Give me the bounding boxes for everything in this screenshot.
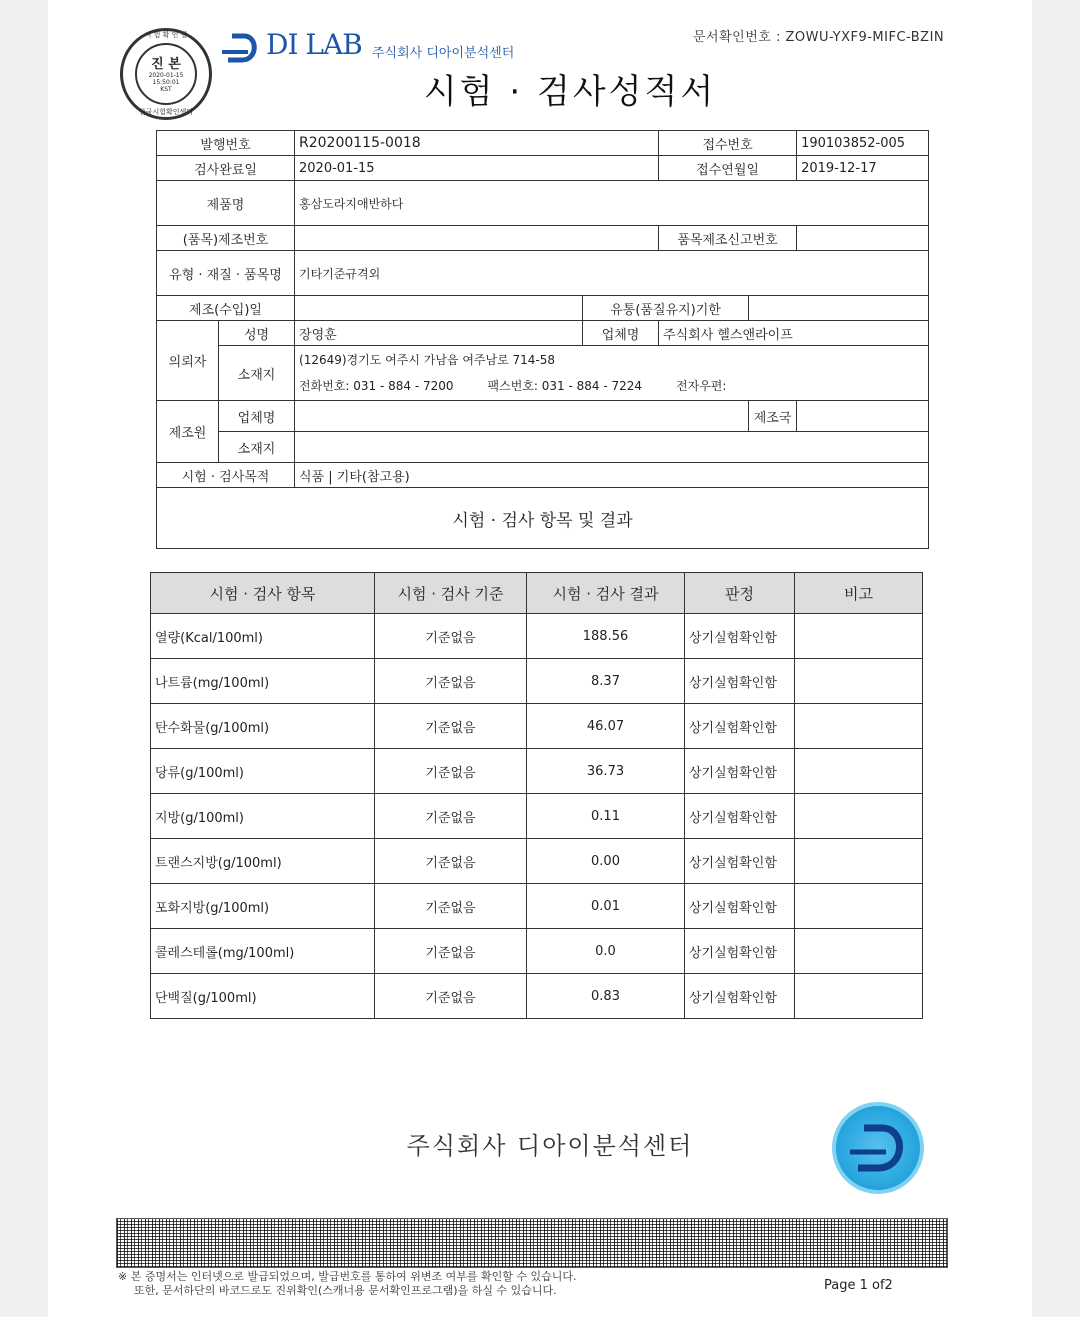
footer-notice (118, 1270, 576, 1298)
standard-cell: 기준없음 (375, 794, 527, 839)
issuer-company-name: 주식회사 디아이분석센터 (406, 1132, 694, 1160)
result-cell: 46.07 (527, 704, 685, 749)
result-cell: 188.56 (527, 614, 685, 659)
issue-no-label: 발행번호 (157, 131, 295, 156)
receipt-date: 2019-12-17 (797, 156, 929, 181)
address-label: 소재지 (219, 346, 295, 401)
item-cell: 단백질(g/100ml) (151, 974, 375, 1019)
maker-company (295, 401, 749, 432)
info-table (156, 130, 929, 549)
result-cell: 0.00 (527, 839, 685, 884)
receipt-date-label: 접수연월일 (659, 156, 797, 181)
result-cell: 0.11 (527, 794, 685, 839)
product-label: 제품명 (157, 181, 295, 226)
maker-label: 제조원 (157, 401, 219, 463)
judgement-cell: 상기실험확인함 (685, 974, 795, 1019)
client-fax: 팩스번호: 031 - 884 - 7224 (487, 379, 643, 393)
table-row (151, 659, 923, 704)
client-company: 주식회사 헬스앤라이프 (659, 321, 929, 346)
seal-bottom-text: 한국시험확인센터 (138, 108, 194, 116)
standard-cell: 기준없음 (375, 704, 527, 749)
header-standard: 시험 · 검사 기준 (375, 573, 527, 614)
standard-cell: 기준없음 (375, 929, 527, 974)
result-cell: 36.73 (527, 749, 685, 794)
item-cell: 당류(g/100ml) (151, 749, 375, 794)
standard-cell: 기준없음 (375, 884, 527, 929)
judgement-cell: 상기실험확인함 (685, 614, 795, 659)
issue-no: R20200115-0018 (295, 131, 659, 156)
complete-date-label: 검사완료일 (157, 156, 295, 181)
standard-cell: 기준없음 (375, 974, 527, 1019)
maker-company-label: 업체명 (219, 401, 295, 432)
client-address: (12649)경기도 여주시 가남읍 여주남로 714-58 (299, 353, 556, 367)
note-cell (795, 749, 923, 794)
mfg-date (295, 296, 583, 321)
results-header-row (151, 573, 923, 614)
client-name: 장영훈 (295, 321, 583, 346)
mfg-no-label: (품목)제조번호 (157, 226, 295, 251)
mfg-no (295, 226, 659, 251)
note-cell (795, 659, 923, 704)
judgement-cell: 상기실험확인함 (685, 839, 795, 884)
expiry-label: 유통(품질유지)기한 (583, 296, 749, 321)
header-note: 비고 (795, 573, 923, 614)
result-cell: 0.0 (527, 929, 685, 974)
note-cell (795, 704, 923, 749)
standard-cell: 기준없음 (375, 659, 527, 704)
document-page (48, 0, 1032, 1317)
seal-timezone: KST (160, 86, 172, 93)
item-cell: 탄수화물(g/100ml) (151, 704, 375, 749)
verification-barcode (116, 1218, 948, 1268)
standard-cell: 기준없음 (375, 614, 527, 659)
seal-main-text: 진 본 (151, 57, 181, 72)
table-row (151, 974, 923, 1019)
note-cell (795, 974, 923, 1019)
maker-address-label: 소재지 (219, 432, 295, 463)
seal-top-text: 시 험 확 인 필 (144, 31, 188, 39)
client-email: 전자우편: (676, 379, 727, 393)
judgement-cell: 상기실험확인함 (685, 884, 795, 929)
table-row (151, 794, 923, 839)
note-cell (795, 929, 923, 974)
client-phone: 전화번호: 031 - 884 - 7200 (299, 379, 454, 393)
page-title: 시험 · 검사성적서 (423, 72, 717, 112)
name-label: 성명 (219, 321, 295, 346)
item-cell: 지방(g/100ml) (151, 794, 375, 839)
report-no (797, 226, 929, 251)
result-cell: 8.37 (527, 659, 685, 704)
judgement-cell: 상기실험확인함 (685, 794, 795, 839)
dilab-logo-icon (218, 30, 262, 64)
table-row (151, 884, 923, 929)
standard-cell: 기준없음 (375, 749, 527, 794)
type-label: 유형 · 재질 · 품목명 (157, 251, 295, 296)
results-table (150, 572, 923, 1019)
judgement-cell: 상기실험확인함 (685, 659, 795, 704)
logo-text: DI LAB (266, 28, 362, 61)
note-cell (795, 884, 923, 929)
receipt-no: 190103852-005 (797, 131, 929, 156)
header-judgement: 판정 (685, 573, 795, 614)
header-result: 시험 · 검사 결과 (527, 573, 685, 614)
item-cell: 포화지방(g/100ml) (151, 884, 375, 929)
note-cell (795, 839, 923, 884)
notice-line-2: 또한, 문서하단의 바코드로도 진위확인(스캐너용 문서확인프로그램)을 하실 수 있습니다. (134, 1284, 557, 1297)
table-row (151, 839, 923, 884)
country-label: 제조국 (749, 401, 797, 432)
judgement-cell: 상기실험확인함 (685, 704, 795, 749)
receipt-no-label: 접수번호 (659, 131, 797, 156)
expiry (749, 296, 929, 321)
item-cell: 트랜스지방(g/100ml) (151, 839, 375, 884)
seal-time: 15:50:01 (152, 79, 180, 86)
standard-cell: 기준없음 (375, 839, 527, 884)
note-cell (795, 794, 923, 839)
judgement-cell: 상기실험확인함 (685, 749, 795, 794)
mfg-date-label: 제조(수입)일 (157, 296, 295, 321)
table-row (151, 749, 923, 794)
results-title: 시험 · 검사 항목 및 결과 (157, 488, 929, 549)
report-no-label: 품목제조신고번호 (659, 226, 797, 251)
item-cell: 콜레스테롤(mg/100ml) (151, 929, 375, 974)
country (797, 401, 929, 432)
type-value: 기타기준규격외 (295, 251, 929, 296)
document-confirm-number: 문서확인번호 : ZOWU-YXF9-MIFC-BZIN (693, 30, 945, 45)
result-cell: 0.01 (527, 884, 685, 929)
note-cell (795, 614, 923, 659)
product-name: 홍삼도라지애반하다 (295, 181, 929, 226)
judgement-cell: 상기실험확인함 (685, 929, 795, 974)
purpose: 식품 | 기타(참고용) (295, 463, 929, 488)
client-label: 의뢰자 (157, 321, 219, 401)
page-number: Page 1 of2 (824, 1278, 893, 1293)
seal-date: 2020-01-15 (148, 72, 184, 79)
table-row (151, 929, 923, 974)
table-row (151, 704, 923, 749)
notice-line-1: ※ 본 증명서는 인터넷으로 발급되었으며, 발급번호를 통하여 위변조 여부를 확인할 수 있습니다. (118, 1270, 577, 1283)
item-cell: 나트륨(mg/100ml) (151, 659, 375, 704)
company-stamp-icon (832, 1102, 924, 1194)
table-row (151, 614, 923, 659)
purpose-label: 시험 · 검사목적 (157, 463, 295, 488)
complete-date: 2020-01-15 (295, 156, 659, 181)
company-label: 업체명 (583, 321, 659, 346)
item-cell: 열량(Kcal/100ml) (151, 614, 375, 659)
result-cell: 0.83 (527, 974, 685, 1019)
logo-subtitle: 주식회사 디아이분석센터 (372, 46, 515, 61)
maker-address (295, 432, 929, 463)
header-item: 시험 · 검사 항목 (151, 573, 375, 614)
